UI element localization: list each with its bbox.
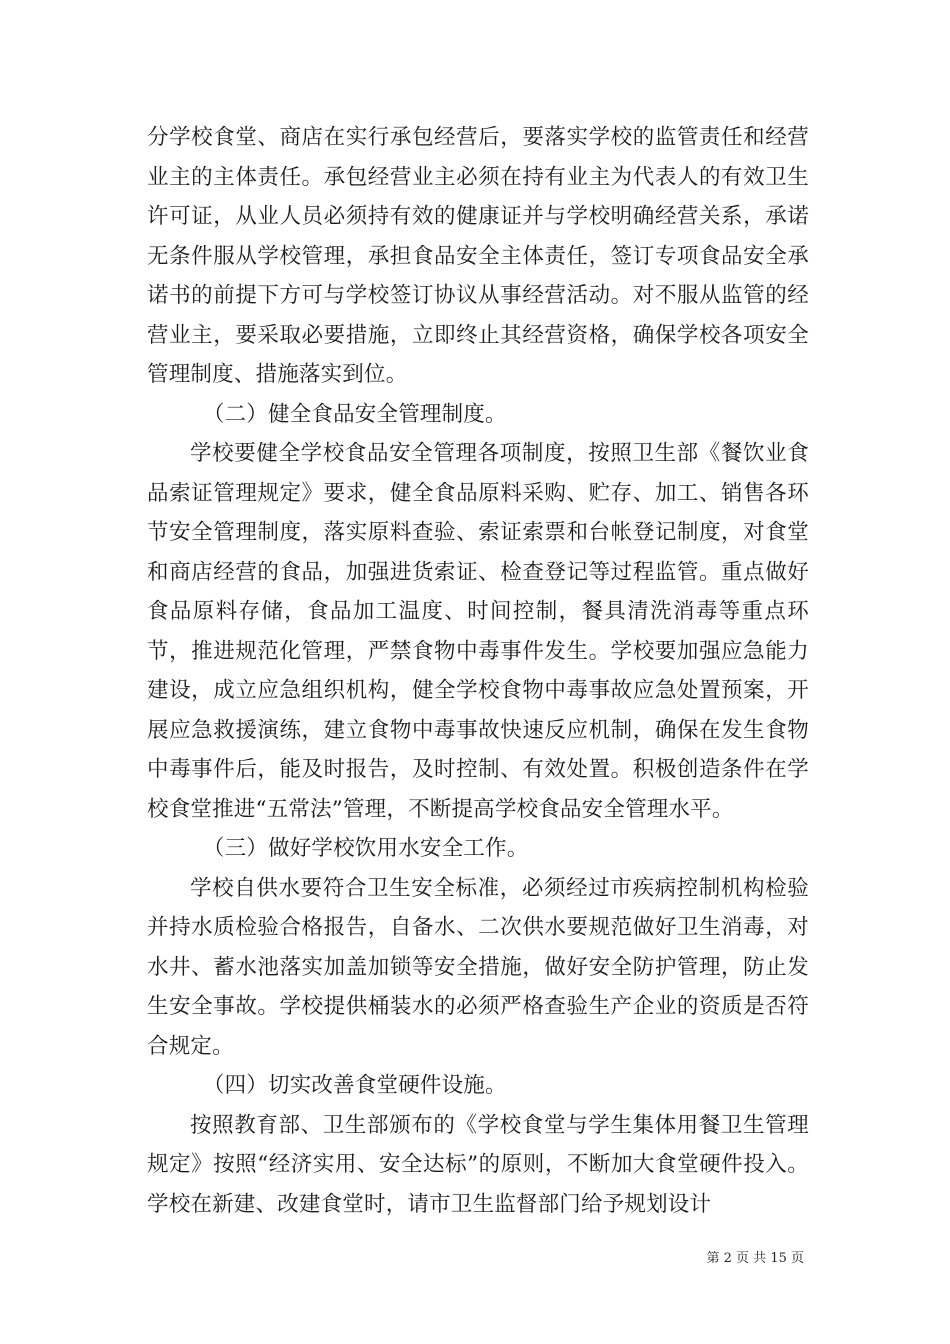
section-heading-4: （四）切实改善食堂硬件设施。	[202, 1073, 507, 1098]
section-heading-3: （三）做好学校饮用水安全工作。	[202, 836, 529, 861]
document-body	[147, 118, 809, 1224]
section-heading-2: （二）健全食品安全管理制度。	[202, 401, 507, 427]
page-number-footer: 第 2 页 共 15 页	[706, 1251, 804, 1266]
paragraph-canteen-facilities: 按照教育部、卫生部颁布的《学校食堂与学生集体用餐卫生管理规定》按照“经济实用、安全达标”的原则，不断加大食堂硬件投入。学校在新建、改建食堂时，请市卫生监督部门给予规划设计	[147, 1112, 809, 1217]
paragraph-continuation: 分学校食堂、商店在实行承包经营后，要落实学校的监管责任和经营业主的主体责任。承包经营业主必须在持有业主为代表人的有效卫生许可证，从业人员必须持有效的健康证并与学校明确经营关系，承诺无条件服从学校管理，承担食品安全主体责任，签订专项食品安全承诺书的前提下方可与学校签订协议从事经营活动。对不服从监管的经营业主，要采取必要措施，立即终止其经营资格，确保学校各项安全管理制度、措施落实到位。	[147, 125, 809, 387]
paragraph-food-safety-system: 学校要健全学校食品安全管理各项制度，按照卫生部《餐饮业食品索证管理规定》要求，健全食品原料采购、贮存、加工、销售各环节安全管理制度，落实原料查验、索证索票和台帐登记制度，对食堂和商店经营的食品，加强进货索证、检查登记等过程监管。重点做好食品原料存储，食品加工温度、时间控制，餐具清洗消毒等重点环节，推进规范化管理，严禁食物中毒事件发生。学校要加强应急能力建设，成立应急组织机构，健全学校食物中毒事故应急处置预案，开展应急救援演练，建立食物中毒事故快速反应机制，确保在发生食物中毒事件后，能及时报告，及时控制、有效处置。积极创造条件在学校食堂推进“五常法”管理，不断提高学校食品安全管理水平。	[147, 441, 809, 822]
paragraph-drinking-water: 学校自供水要符合卫生安全标准，必须经过市疾病控制机构检验并持水质检验合格报告，自备水、二次供水要规范做好卫生消毒，对水井、蓄水池落实加盖加锁等安全措施，做好安全防护管理，防止发生安全事故。学校提供桶装水的必须严格查验生产企业的资质是否符合规定。	[147, 875, 809, 1059]
